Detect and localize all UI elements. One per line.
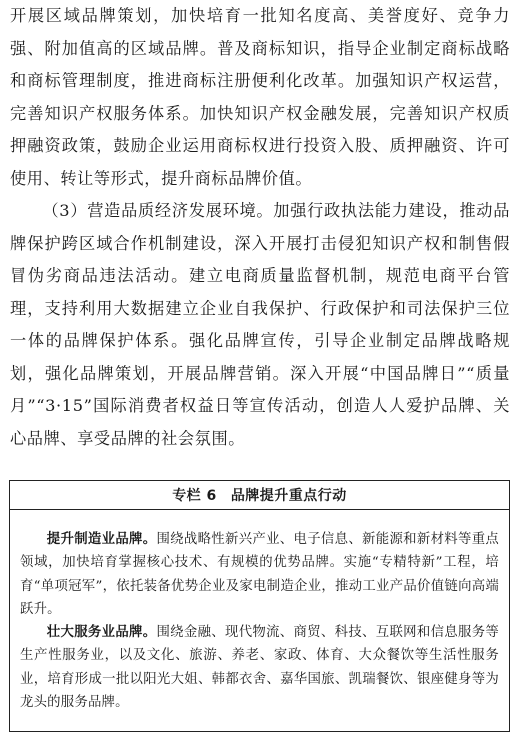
box-item-text: 围绕战略性新兴产业、电子信息、新能源和新材料等重点领域，加快培育掌握核心技术、有规模的优势品牌。实施“专精特新”工程，培育“单项冠军”，依托装备优势企业及家电制造企业，推动工业产品价值链向高端跃升。: [20, 532, 499, 617]
box-item-manufacturing: [20, 528, 499, 621]
paragraph-brand-strategy: 开展区域品牌策划，加快培育一批知名度高、美誉度好、竞争力强、附加值高的区域品牌。普及商标知识，指导企业制定商标战略和商标管理制度，推进商标注册便利化改革。加强知识产权运营，完善知识产权服务体系。加快知识产权金融发展，完善知识产权质押融资政策，鼓励企业运用商标权进行投资入股、质押融资、许可使用、转让等形式，提升商标品牌价值。: [10, 6, 510, 188]
column-box: [9, 480, 510, 732]
column-label: 专栏 6: [172, 488, 217, 504]
body-text: [10, 0, 510, 455]
box-item-lead: 提升制造业品牌。: [46, 531, 157, 547]
column-box-body: [10, 510, 509, 714]
paragraph-quality-environment: （3）营造品质经济发展环境。加强行政执法能力建设，推动品牌保护跨区域合作机制建设，深入开展打击侵犯知识产权和制售假冒伪劣商品违法活动。建立电商质量监督机制，规范电商平台管理，支持利用大数据建立企业自我保护、行政保护和司法保护三位一体的品牌保护体系。强化品牌宣传，引导企业制定品牌战略规划，强化品牌策划，开展品牌营销。深入开展“中国品牌日”“质量月”“3·15”国际消费者权益日等宣传活动，创造人人爱护品牌、关心品牌、享受品牌的社会氛围。: [10, 201, 510, 448]
box-item-service: [20, 621, 499, 714]
box-item-text: 围绕金融、现代物流、商贸、科技、互联网和信息服务等生产性服务业，以及文化、旅游、养老、家政、体育、大众餐饮等生活性服务业，培育形成一批以阳光大姐、韩都衣舍、嘉华国旅、凯瑞餐饮、银座健身等为龙头的服务品牌。: [20, 625, 499, 711]
column-title: 品牌提升重点行动: [230, 488, 347, 504]
column-box-title: [10, 481, 509, 510]
box-item-lead: 壮大服务业品牌。: [46, 624, 157, 641]
